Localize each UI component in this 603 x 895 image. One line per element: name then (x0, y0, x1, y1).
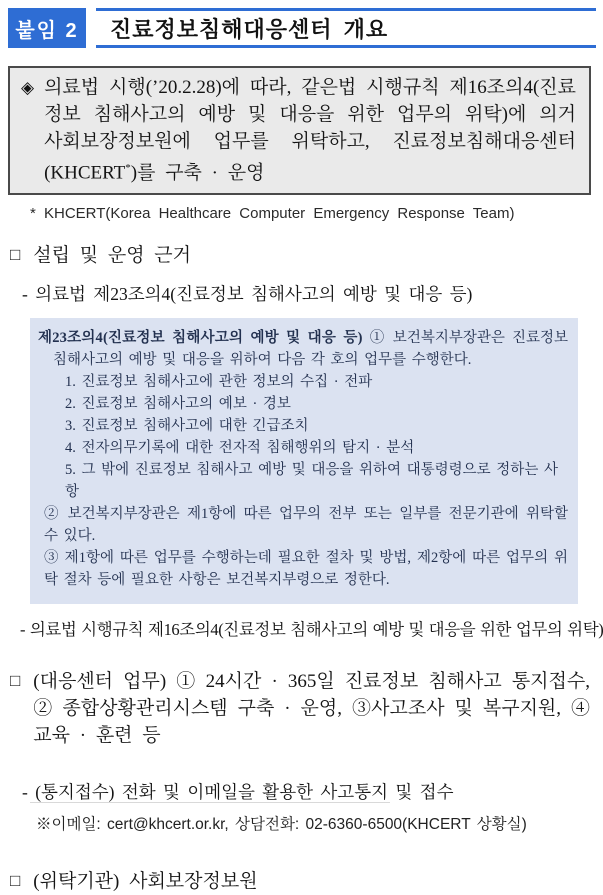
law-heading-rest: ① 보건복지부장관은 진료정보 침해사고의 예방 및 대응을 위하여 다음 각 호의 업무를 수행한다. (53, 330, 568, 369)
square-bullet-icon: □ (10, 245, 21, 265)
square-bullet-icon: □ (10, 671, 21, 691)
summary-box (8, 66, 591, 195)
law-item-1: 1. 진료정보 침해사고에 관한 정보의 수집 · 전파 (65, 374, 373, 391)
attachment-badge: 붙임 2 (8, 8, 86, 48)
footnote-marker: * (125, 162, 131, 174)
section-basis (10, 242, 590, 269)
section-tasks (10, 668, 590, 749)
law-item-5: 5. 그 밖에 진료정보 침해사고 예방 및 대응을 위하여 대통령령으로 정하는 사항 (65, 462, 558, 501)
section-agency (10, 868, 590, 895)
khcert-footnote: * KHCERT(Korea Healthcare Computer Emergency Response Team) (30, 205, 515, 223)
section-tasks-text: (대응센터 업무) ① 24시간 · 365일 진료정보 침해사고 통지접수, ② 종합상황관리시스템 구축 · 운영, ③사고조사 및 복구지원, ④교육 · 훈련 등 (33, 671, 590, 747)
dash-line-receipt: - (통지접수) 전화 및 이메일을 활용한 사고통지 및 접수 (22, 782, 454, 803)
summary-text (44, 74, 576, 186)
law-item-3: 3. 진료정보 침해사고에 대한 긴급조치 (65, 418, 309, 435)
law-excerpt-box (30, 318, 578, 604)
summary-text-main: 의료법 시행(’20.2.28)에 따라, 같은법 시행규칙 제16조의4(진료정보 침해사고의 예방 및 대응을 위한 업무의 위탁)에 의거 사회보장정보원에 업무를 위탁하고, 진료정보침해대응센터(KHCERT (44, 77, 576, 184)
law-item-2: 2. 진료정보 침해사고의 예보 · 경보 (65, 396, 291, 413)
contact-note: ※이메일: cert@khcert.or.kr, 상담전화: 02-6360-6500(KHCERT 상황실) (36, 816, 527, 834)
law-item-4: 4. 전자의무기록에 대한 전자적 침해행위의 탐지 · 분석 (65, 440, 415, 457)
law-paragraph-2: ② 보건복지부장관은 제1항에 따른 업무의 전부 또는 일부를 전문기관에 위탁할 수 있다. (44, 506, 568, 545)
square-bullet-icon: □ (10, 871, 21, 891)
dash-line-enforcement-rule: - 의료법 시행규칙 제16조의4(진료정보 침해사고의 예방 및 대응을 위한 업무의 위탁) (20, 620, 603, 640)
document-page (0, 8, 603, 893)
section-agency-text: (위탁기관) 사회보장정보원 (33, 871, 258, 893)
summary-text-tail: )를 구축 · 운영 (130, 162, 265, 184)
page-title: 진료정보침해대응센터 개요 (110, 16, 389, 42)
doc-header (8, 8, 596, 48)
diamond-bullet-icon: ◈ (21, 78, 35, 97)
law-paragraph-3: ③ 제1항에 따른 업무를 수행하는데 필요한 절차 및 방법, 제2항에 따른 업무의 위탁 절차 등에 필요한 사항은 보건복지부령으로 정한다. (44, 550, 568, 589)
section-basis-title: 설립 및 운영 근거 (33, 245, 192, 267)
law-heading-bold: 제23조의4(진료정보 침해사고의 예방 및 대응 등) (38, 330, 363, 347)
dash-line-medical-law: - 의료법 제23조의4(진료정보 침해사고의 예방 및 대응 등) (22, 284, 473, 305)
law-heading (38, 327, 568, 371)
scan-artifact-line (30, 802, 390, 803)
title-rule (96, 8, 596, 48)
